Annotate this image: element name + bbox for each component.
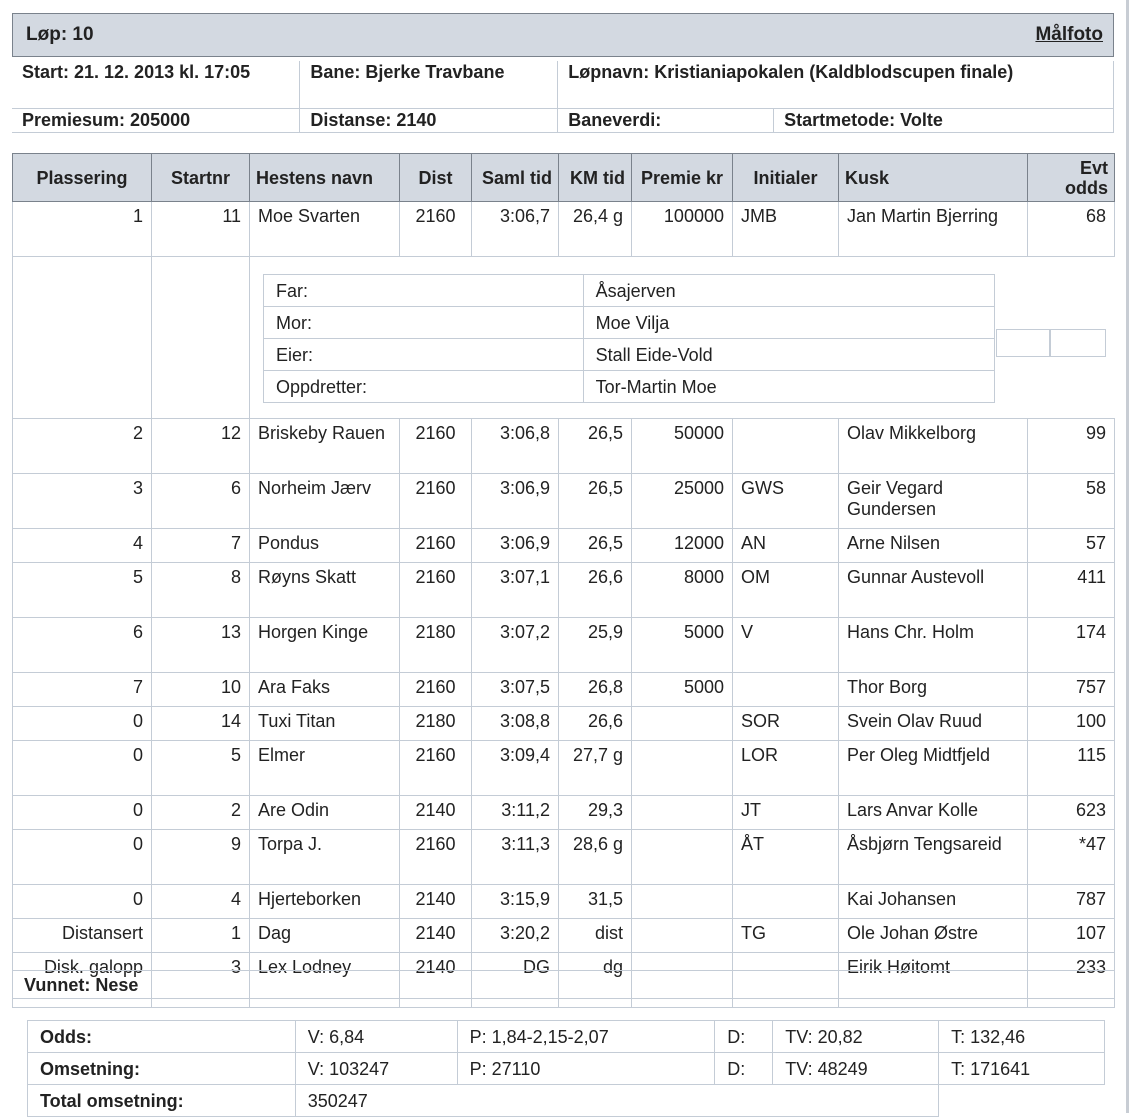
cell-initials: SOR (733, 707, 839, 741)
cell-total-time: 3:06,7 (472, 202, 559, 257)
cell-dist: 2160 (400, 419, 472, 474)
cell-dist: 2160 (400, 202, 472, 257)
cell-total-time: 3:07,2 (472, 618, 559, 673)
result-row (13, 707, 1115, 741)
result-row (13, 919, 1115, 953)
photo-finish-link[interactable]: Målfoto (1035, 24, 1103, 45)
cell-km-time: 29,3 (559, 796, 632, 830)
cell-driver: Ole Johan Østre (839, 919, 1028, 953)
cell-km-time: dist (559, 919, 632, 953)
cell-odds: 623 (1028, 796, 1115, 830)
col-header-initials[interactable]: Initialer (733, 154, 839, 202)
cell-startnr: 8 (152, 563, 250, 618)
cell-placement: 0 (13, 741, 152, 796)
cell-km-time: 26,6 (559, 563, 632, 618)
col-header-prize[interactable]: Premie kr (632, 154, 733, 202)
cell-placement: 0 (13, 796, 152, 830)
race-info-table (12, 61, 1114, 133)
pedigree-table (263, 274, 995, 403)
cell-driver: Geir Vegard Gundersen (839, 474, 1028, 529)
cell-startnr: 14 (152, 707, 250, 741)
cell-startnr: 6 (152, 474, 250, 529)
race-name-info: Løpnavn: Kristianiapokalen (Kaldblodscupen finale) (558, 61, 1114, 109)
cell-dist: 2180 (400, 707, 472, 741)
result-row (13, 618, 1115, 673)
turnover-v: V: 103247 (295, 1053, 457, 1085)
cell-prize: 8000 (632, 563, 733, 618)
total-turnover-value: 350247 (295, 1085, 938, 1117)
cell-placement: 5 (13, 563, 152, 618)
turnover-label: Omsetning: (28, 1053, 296, 1085)
col-header-placement[interactable]: Plassering (13, 154, 152, 202)
cell-prize (632, 830, 733, 885)
result-row (13, 529, 1115, 563)
cell-total-time: 3:11,3 (472, 830, 559, 885)
cell-placement: 0 (13, 707, 152, 741)
pedigree-side-cells (996, 329, 1106, 357)
cell-placement: 1 (13, 202, 152, 257)
cell-prize: 5000 (632, 673, 733, 707)
odds-t: T: 132,46 (939, 1021, 1105, 1053)
cell-placement: Distansert (13, 919, 152, 953)
cell-placement: 7 (13, 673, 152, 707)
cell-horse-name: Lex Lodney (250, 953, 400, 1008)
cell-prize: 12000 (632, 529, 733, 563)
cell-total-time: 3:06,9 (472, 529, 559, 563)
cell-total-time: 3:11,2 (472, 796, 559, 830)
odds-v: V: 6,84 (295, 1021, 457, 1053)
pedigree-value: Åsajerven (583, 275, 994, 307)
cell-startnr: 9 (152, 830, 250, 885)
result-row (13, 474, 1115, 529)
cell-driver: Jan Martin Bjerring (839, 202, 1028, 257)
cell-driver: Lars Anvar Kolle (839, 796, 1028, 830)
cell-driver: Arne Nilsen (839, 529, 1028, 563)
cell-initials (733, 885, 839, 919)
cell-odds: 233 (1028, 953, 1115, 1008)
cell-dist: 2160 (400, 673, 472, 707)
cell-driver: Åsbjørn Tengsareid (839, 830, 1028, 885)
cell-km-time: 26,5 (559, 529, 632, 563)
cell-dist: 2140 (400, 885, 472, 919)
cell-startnr: 5 (152, 741, 250, 796)
cell-initials: OM (733, 563, 839, 618)
cell-km-time: 26,4 g (559, 202, 632, 257)
col-header-km-time[interactable]: KM tid (559, 154, 632, 202)
cell-driver: Svein Olav Ruud (839, 707, 1028, 741)
cell-km-time: 26,6 (559, 707, 632, 741)
cell-placement: 0 (13, 885, 152, 919)
empty-cell (939, 1085, 1105, 1117)
cell-dist: 2140 (400, 796, 472, 830)
cell-total-time: 3:07,5 (472, 673, 559, 707)
cell-dist: 2140 (400, 919, 472, 953)
cell-driver: Eirik Høitomt (839, 953, 1028, 1008)
col-header-startnr[interactable]: Startnr (152, 154, 250, 202)
cell-placement: 4 (13, 529, 152, 563)
col-header-total-time[interactable]: Saml tid (472, 154, 559, 202)
cell-odds: 107 (1028, 919, 1115, 953)
odds-table (27, 1020, 1105, 1117)
cell-startnr: 1 (152, 919, 250, 953)
cell-km-time: 28,6 g (559, 830, 632, 885)
cell-odds: 174 (1028, 618, 1115, 673)
cell-driver: Thor Borg (839, 673, 1028, 707)
cell-dist: 2160 (400, 830, 472, 885)
cell-initials: TG (733, 919, 839, 953)
pedigree-label: Oppdretter: (264, 371, 584, 403)
cell-prize: 25000 (632, 474, 733, 529)
cell-dist: 2160 (400, 563, 472, 618)
start-info: Start: 21. 12. 2013 kl. 17:05 (12, 61, 300, 109)
cell-prize: 5000 (632, 618, 733, 673)
result-row (13, 796, 1115, 830)
cell-startnr: 10 (152, 673, 250, 707)
prize-sum-info: Premiesum: 205000 (12, 109, 300, 133)
result-row (13, 885, 1115, 919)
cell-startnr: 7 (152, 529, 250, 563)
cell-dist: 2160 (400, 474, 472, 529)
cell-horse-name: Horgen Kinge (250, 618, 400, 673)
cell-odds: 115 (1028, 741, 1115, 796)
cell-horse-name: Dag (250, 919, 400, 953)
cell-startnr: 11 (152, 202, 250, 257)
cell-km-time: 26,5 (559, 419, 632, 474)
cell-driver: Hans Chr. Holm (839, 618, 1028, 673)
result-row (13, 202, 1115, 257)
result-row (13, 830, 1115, 885)
cell-km-time: 26,5 (559, 474, 632, 529)
cell-initials: JT (733, 796, 839, 830)
cell-placement: 0 (13, 830, 152, 885)
pedigree-empty-cell (996, 329, 1050, 357)
cell-initials (733, 673, 839, 707)
cell-odds: 58 (1028, 474, 1115, 529)
cell-total-time: DG (472, 953, 559, 1008)
odds-d: D: (715, 1021, 773, 1053)
cell-initials (733, 419, 839, 474)
cell-prize (632, 707, 733, 741)
cell-dist: 2160 (400, 529, 472, 563)
cell-horse-name: Moe Svarten (250, 202, 400, 257)
cell-km-time: 25,9 (559, 618, 632, 673)
cell-odds: *47 (1028, 830, 1115, 885)
cell-initials: AN (733, 529, 839, 563)
col-header-driver[interactable]: Kusk (839, 154, 1028, 202)
col-header-odds[interactable]: Evt odds (1028, 154, 1115, 202)
col-header-horse-name[interactable]: Hestens navn (250, 154, 400, 202)
cell-odds: 57 (1028, 529, 1115, 563)
cell-driver: Gunnar Austevoll (839, 563, 1028, 618)
odds-label: Odds: (28, 1021, 296, 1053)
result-row (13, 673, 1115, 707)
pedigree-spacer-cell (152, 257, 250, 419)
cell-startnr: 12 (152, 419, 250, 474)
turnover-t: T: 171641 (939, 1053, 1105, 1085)
cell-horse-name: Hjerteborken (250, 885, 400, 919)
cell-prize: 50000 (632, 419, 733, 474)
page-right-border (1126, 0, 1129, 1113)
turnover-d: D: (715, 1053, 773, 1085)
odds-p: P: 1,84-2,15-2,07 (457, 1021, 715, 1053)
pedigree-empty-cell (1050, 329, 1106, 357)
cell-prize (632, 741, 733, 796)
cell-total-time: 3:09,4 (472, 741, 559, 796)
cell-horse-name: Pondus (250, 529, 400, 563)
cell-initials: LOR (733, 741, 839, 796)
cell-initials: GWS (733, 474, 839, 529)
total-turnover-label: Total omsetning: (28, 1085, 296, 1117)
cell-placement: Disk. galopp (13, 953, 152, 1008)
cell-horse-name: Are Odin (250, 796, 400, 830)
cell-startnr: 3 (152, 953, 250, 1008)
track-value-info: Baneverdi: (558, 109, 774, 133)
race-title: Løp: 10 (26, 24, 94, 45)
cell-placement: 2 (13, 419, 152, 474)
results-header-row (13, 154, 1115, 202)
cell-total-time: 3:15,9 (472, 885, 559, 919)
pedigree-label: Far: (264, 275, 584, 307)
cell-km-time: 31,5 (559, 885, 632, 919)
pedigree-spacer-cell (13, 257, 152, 419)
cell-odds: 99 (1028, 419, 1115, 474)
cell-horse-name: Ara Faks (250, 673, 400, 707)
cell-odds: 757 (1028, 673, 1115, 707)
cell-total-time: 3:07,1 (472, 563, 559, 618)
pedigree-value: Tor-Martin Moe (583, 371, 994, 403)
pedigree-label: Eier: (264, 339, 584, 371)
cell-prize (632, 885, 733, 919)
cell-driver: Per Oleg Midtfjeld (839, 741, 1028, 796)
race-header (12, 13, 1114, 57)
result-row (13, 419, 1115, 474)
win-margin: Vunnet: Nese (12, 970, 1114, 999)
cell-startnr: 13 (152, 618, 250, 673)
distance-info: Distanse: 2140 (300, 109, 558, 133)
cell-horse-name: Norheim Jærv (250, 474, 400, 529)
cell-horse-name: Torpa J. (250, 830, 400, 885)
pedigree-value: Stall Eide-Vold (583, 339, 994, 371)
cell-odds: 68 (1028, 202, 1115, 257)
cell-odds: 411 (1028, 563, 1115, 618)
cell-placement: 3 (13, 474, 152, 529)
cell-prize: 100000 (632, 202, 733, 257)
pedigree-value: Moe Vilja (583, 307, 994, 339)
cell-placement: 6 (13, 618, 152, 673)
cell-initials: V (733, 618, 839, 673)
result-row (13, 741, 1115, 796)
odds-tv: TV: 20,82 (773, 1021, 939, 1053)
result-row (13, 563, 1115, 618)
cell-driver: Olav Mikkelborg (839, 419, 1028, 474)
cell-odds: 100 (1028, 707, 1115, 741)
cell-total-time: 3:08,8 (472, 707, 559, 741)
cell-km-time: dg (559, 953, 632, 1008)
cell-dist: 2160 (400, 741, 472, 796)
cell-prize (632, 919, 733, 953)
cell-horse-name: Tuxi Titan (250, 707, 400, 741)
pedigree-label: Mor: (264, 307, 584, 339)
col-header-dist[interactable]: Dist (400, 154, 472, 202)
turnover-tv: TV: 48249 (773, 1053, 939, 1085)
cell-km-time: 26,8 (559, 673, 632, 707)
cell-dist: 2180 (400, 618, 472, 673)
cell-driver: Kai Johansen (839, 885, 1028, 919)
track-info: Bane: Bjerke Travbane (300, 61, 558, 109)
start-method-info: Startmetode: Volte (774, 109, 1114, 133)
cell-startnr: 2 (152, 796, 250, 830)
cell-horse-name: Briskeby Rauen (250, 419, 400, 474)
cell-initials: JMB (733, 202, 839, 257)
cell-dist: 2140 (400, 953, 472, 1008)
cell-km-time: 27,7 g (559, 741, 632, 796)
cell-horse-name: Røyns Skatt (250, 563, 400, 618)
cell-horse-name: Elmer (250, 741, 400, 796)
cell-startnr: 4 (152, 885, 250, 919)
cell-total-time: 3:06,8 (472, 419, 559, 474)
cell-odds: 787 (1028, 885, 1115, 919)
cell-initials: ÅT (733, 830, 839, 885)
cell-prize (632, 796, 733, 830)
cell-total-time: 3:06,9 (472, 474, 559, 529)
cell-total-time: 3:20,2 (472, 919, 559, 953)
turnover-p: P: 27110 (457, 1053, 715, 1085)
